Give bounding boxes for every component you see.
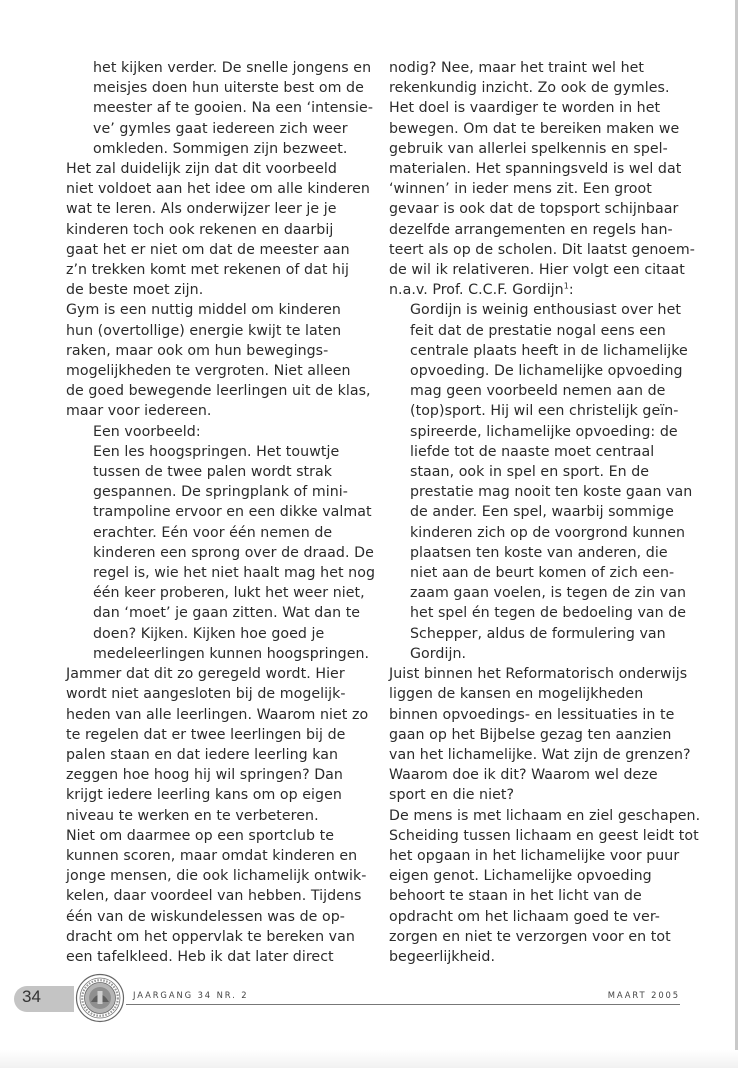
text-line-content: Gym is een nuttig middel om kinderen	[66, 302, 341, 319]
text-line	[389, 765, 695, 785]
text-line	[66, 745, 366, 765]
text-line-content: niet aan de beurt komen of zich een-	[410, 565, 675, 582]
text-line-content: liggen de kansen en mogelijkheden	[389, 686, 644, 703]
text-line-content: gaan op het Bijbelse gezag ten aanzien	[389, 726, 672, 743]
text-line-content: Juist binnen het Reformatorisch onderwijs	[389, 666, 688, 683]
text-line	[66, 361, 366, 381]
text-line	[389, 381, 695, 401]
text-line-content: regel is, wie het niet haalt mag het nog	[93, 565, 375, 582]
text-line	[389, 401, 695, 421]
text-line	[389, 321, 695, 341]
text-line	[66, 644, 370, 664]
text-line	[66, 502, 372, 522]
text-line-content: feit dat de prestatie nogal eens een	[410, 322, 666, 339]
text-line-content: nodig? Nee, maar het traint wel het	[389, 60, 645, 76]
text-line	[389, 866, 695, 886]
text-line	[66, 220, 366, 240]
text-line	[66, 583, 366, 603]
text-line-content: staan, ook in spel en sport. En de	[410, 464, 650, 481]
text-line-content: spireerde, lichamelijke opvoeding: de	[410, 423, 678, 440]
text-line-content: gespannen. De springplank of mini-	[93, 484, 348, 501]
text-line-content: gaat het er niet om dat de meester aan	[66, 241, 350, 258]
text-line	[66, 725, 366, 745]
text-line-content: prestatie mag nooit ten koste gaan van	[410, 484, 693, 501]
text-line	[389, 523, 695, 543]
text-line-content: ve’ gymles gaat iedereen zich weer	[93, 120, 348, 137]
text-line-content: De mens is met lichaam en ziel geschapen.	[389, 807, 701, 824]
text-line	[389, 442, 695, 462]
text-line	[66, 240, 366, 260]
text-line-content: behoort te staan in het licht van de	[389, 888, 642, 905]
text-line	[389, 220, 695, 240]
text-line	[66, 199, 366, 219]
text-line-content: palen staan en dat iedere leerling kan	[66, 746, 339, 763]
text-line-content: meisjes doen hun uiterste best om de	[93, 80, 364, 97]
text-line-content: Jammer dat dit zo geregeld wordt. Hier	[66, 666, 345, 683]
text-line	[389, 745, 695, 765]
text-line-content: bewegen. Om dat te bereiken maken we	[389, 120, 680, 137]
text-line-content: rekenkundig inzicht. Zo ook de gymles.	[389, 80, 670, 97]
text-line	[66, 664, 366, 684]
text-line	[66, 422, 366, 442]
text-line	[66, 321, 366, 341]
issue-date: MAART 2005	[607, 990, 680, 1000]
text-line	[66, 139, 366, 159]
text-line-content: hun (overtollige) energie kwijt te laten	[66, 322, 342, 339]
text-line	[66, 300, 366, 320]
text-line-content: dracht om het oppervlak te bereken van	[66, 928, 355, 945]
text-line-content: dezelfde arrangementen en regels han-	[389, 221, 673, 238]
text-line-content: Gordijn.	[410, 645, 467, 662]
text-line-content: Waarom doe ik dit? Waarom wel deze	[389, 767, 658, 784]
text-line	[389, 725, 695, 745]
text-line-content: n.a.v. Prof. C.C.F. Gordijn	[389, 282, 564, 299]
text-line	[66, 462, 366, 482]
text-line	[389, 563, 695, 583]
text-line	[389, 58, 695, 78]
text-line-content: mogelijkheden te vergroten. Niet alleen	[66, 363, 351, 380]
text-line-content: niet voldoet aan het idee om alle kinderen	[66, 181, 370, 198]
text-line-content: ‘winnen’ in ieder mens zit. Een groot	[389, 181, 652, 198]
text-line	[66, 119, 366, 139]
punctuation: :	[568, 282, 574, 299]
text-line-content: jonge mensen, die ook lichamelijk ontwik-	[66, 868, 367, 885]
journal-seal-icon	[75, 973, 125, 1023]
text-line	[389, 199, 695, 219]
text-line	[389, 907, 695, 927]
text-line	[389, 947, 695, 967]
text-line	[66, 927, 366, 947]
text-line-content: heden van alle leerlingen. Waarom niet zo	[66, 706, 369, 723]
text-line-content: erachter. Eén voor één nemen de	[93, 524, 333, 541]
text-line	[66, 705, 369, 725]
text-line	[389, 139, 695, 159]
text-line	[66, 482, 366, 502]
text-line-content: zorgen en niet te verzorgen voor en tot	[389, 928, 671, 945]
text-line-content: de beste moet zijn.	[66, 282, 204, 299]
text-line	[389, 260, 695, 280]
page-bottom-shadow	[0, 1050, 738, 1068]
text-line-content: dan ‘moet’ je gaan zitten. Wat dan te	[93, 605, 361, 622]
text-line-content: teert als op de scholen. Dit laatst genoem-	[389, 241, 695, 258]
text-line-content: z’n trekken komt met rekenen of dat hij	[66, 262, 350, 279]
text-line-content: Een voorbeeld:	[93, 423, 201, 440]
text-line	[66, 78, 366, 98]
text-line	[389, 300, 695, 320]
text-line-content: wat te leren. Als onderwijzer leer je je	[66, 201, 337, 218]
journal-volume-issue: JAARGANG 34 NR. 2	[133, 990, 249, 1000]
text-line	[66, 603, 366, 623]
text-line	[389, 119, 695, 139]
text-line	[66, 179, 370, 199]
text-line	[66, 785, 366, 805]
text-line-content: Schepper, aldus de formulering van	[410, 625, 666, 642]
text-line-content: plaatsen ten koste van anderen, die	[410, 544, 668, 561]
text-line	[389, 644, 695, 664]
text-line	[389, 502, 695, 522]
text-line-content: (top)sport. Hij wil een christelijk geïn-	[410, 403, 679, 420]
text-line	[66, 846, 366, 866]
text-line-content: trampoline ervoor en een dikke valmat	[93, 504, 372, 521]
text-line-content: sport en die niet?	[389, 787, 515, 804]
text-line	[66, 684, 366, 704]
text-line-content: liefde tot de naaste moet centraal	[410, 443, 655, 460]
text-line-content: kinderen toch ook rekenen en daarbij	[66, 221, 334, 238]
text-line-content: Een les hoogspringen. Het touwtje	[93, 443, 340, 460]
text-line	[389, 846, 695, 866]
text-line	[66, 260, 366, 280]
text-line-content: Het doel is vaardiger te worden in het	[389, 100, 661, 117]
text-line-content: kunnen scoren, maar omdat kinderen en	[66, 847, 358, 864]
text-line	[389, 78, 695, 98]
text-line	[66, 907, 366, 927]
text-line	[66, 401, 366, 421]
text-line-content: medeleerlingen kunnen hoogspringen.	[93, 645, 370, 662]
footnote-marker: 1	[563, 281, 569, 291]
text-line	[66, 765, 366, 785]
text-line	[389, 179, 695, 199]
text-line-content: meester af te gooien. Na een ‘intensie-	[93, 100, 373, 117]
text-line	[66, 381, 371, 401]
text-line	[66, 442, 366, 462]
text-line-content: opdracht om het lichaam goed te ver-	[389, 908, 660, 925]
text-line	[389, 927, 695, 947]
page-footer	[0, 966, 738, 1026]
text-line	[66, 947, 366, 967]
text-line	[66, 58, 372, 78]
text-line	[389, 664, 695, 684]
page-number: 34	[22, 987, 41, 1006]
text-line-content: Gordijn is weinig enthousiast over het	[410, 302, 681, 319]
text-line	[66, 523, 366, 543]
text-line-content: kinderen zich op de voorgrond kunnen	[410, 524, 686, 541]
text-line	[66, 98, 373, 118]
text-line-content: een tafelkleed. Heb ik dat later direct	[66, 948, 334, 965]
text-line	[389, 583, 695, 603]
text-line	[66, 624, 366, 644]
text-line-content: kinderen een sprong over de draad. De	[93, 544, 374, 561]
text-line	[389, 361, 695, 381]
right-text-column	[389, 58, 701, 967]
text-line	[66, 563, 375, 583]
text-line	[389, 280, 695, 300]
text-line	[66, 866, 366, 886]
text-line-content: één van de wiskundelessen was de op-	[66, 908, 345, 925]
text-line-content: één keer proberen, lukt het weer niet,	[93, 585, 365, 602]
left-text-column	[66, 58, 375, 967]
text-line	[389, 785, 695, 805]
text-line	[389, 462, 695, 482]
text-line-content: het spel én tegen de bedoeling van de	[410, 605, 687, 622]
text-line-content: begeerlijkheid.	[389, 948, 495, 965]
text-line-content: Scheiding tussen lichaam en geest leidt tot	[389, 827, 699, 844]
text-line-content: kelen, daar voordeel van hebben. Tijdens	[66, 888, 362, 905]
text-line	[389, 159, 695, 179]
text-line	[66, 159, 366, 179]
text-line-content: gebruik van allerlei spelkennis en spel-	[389, 140, 668, 157]
text-line	[389, 624, 695, 644]
text-line	[389, 422, 695, 442]
text-line	[66, 886, 366, 906]
footer-rule	[126, 1004, 680, 1005]
text-line	[66, 280, 366, 300]
text-line-content: wordt niet aangesloten bij de mogelijk-	[66, 686, 346, 703]
text-line-content: de goed bewegende leerlingen uit de klas,	[66, 383, 371, 400]
text-line-content: binnen opvoedings- en lessituaties in te	[389, 706, 675, 723]
text-line-content: centrale plaats heeft in de lichamelijke	[410, 342, 688, 359]
text-line-content: zeggen hoe hoog hij wil springen? Dan	[66, 767, 343, 784]
text-line	[66, 826, 366, 846]
text-line	[389, 826, 699, 846]
text-line	[389, 98, 695, 118]
text-line-content: mag geen voorbeeld nemen aan de	[410, 383, 666, 400]
text-line-content: niveau te werken en te verbeteren.	[66, 807, 319, 824]
text-line	[66, 341, 366, 361]
text-line-content: het kijken verder. De snelle jongens en	[93, 60, 372, 76]
text-line-content: Het zal duidelijk zijn dat dit voorbeeld	[66, 161, 337, 178]
text-line-content: opvoeding. De lichamelijke opvoeding	[410, 363, 683, 380]
text-line-content: maar voor iedereen.	[66, 403, 212, 420]
text-line	[389, 684, 695, 704]
text-line	[389, 705, 695, 725]
text-line	[389, 806, 701, 826]
text-line-content: raken, maar ook om hun bewegings-	[66, 342, 329, 359]
text-line-content: de ander. Een spel, waarbij sommige	[410, 504, 674, 521]
text-line	[389, 543, 695, 563]
text-line	[66, 543, 374, 563]
text-line-content: zaam gaan voelen, is tegen de zin van	[410, 585, 686, 602]
text-line-content: het opgaan in het lichamelijke voor puur	[389, 847, 680, 864]
text-line-content: krijgt iedere leerling kans om op eigen	[66, 787, 342, 804]
text-line	[389, 482, 695, 502]
text-line	[66, 806, 366, 826]
text-line-content: te regelen dat er twee leerlingen bij de	[66, 726, 346, 743]
text-line-content: Niet om daarmee op een sportclub te	[66, 827, 335, 844]
text-line	[389, 886, 695, 906]
text-line-content: omkleden. Sommigen zijn bezweet.	[93, 140, 348, 157]
text-line	[389, 603, 695, 623]
text-line-content: van het lichamelijke. Wat zijn de grenzen?	[389, 746, 691, 763]
text-line	[389, 240, 695, 260]
text-line	[389, 341, 695, 361]
text-line-content: materialen. Het spanningsveld is wel dat	[389, 161, 682, 178]
text-line-content: de wil ik relativeren. Hier volgt een citaat	[389, 262, 685, 279]
text-line-content: gevaar is ook dat de topsport schijnbaar	[389, 201, 679, 218]
text-line-content: doen? Kijken. Kijken hoe goed je	[93, 625, 325, 642]
text-line-content: eigen genot. Lichamelijke opvoeding	[389, 868, 652, 885]
text-line-content: tussen de twee palen wordt strak	[93, 464, 333, 481]
